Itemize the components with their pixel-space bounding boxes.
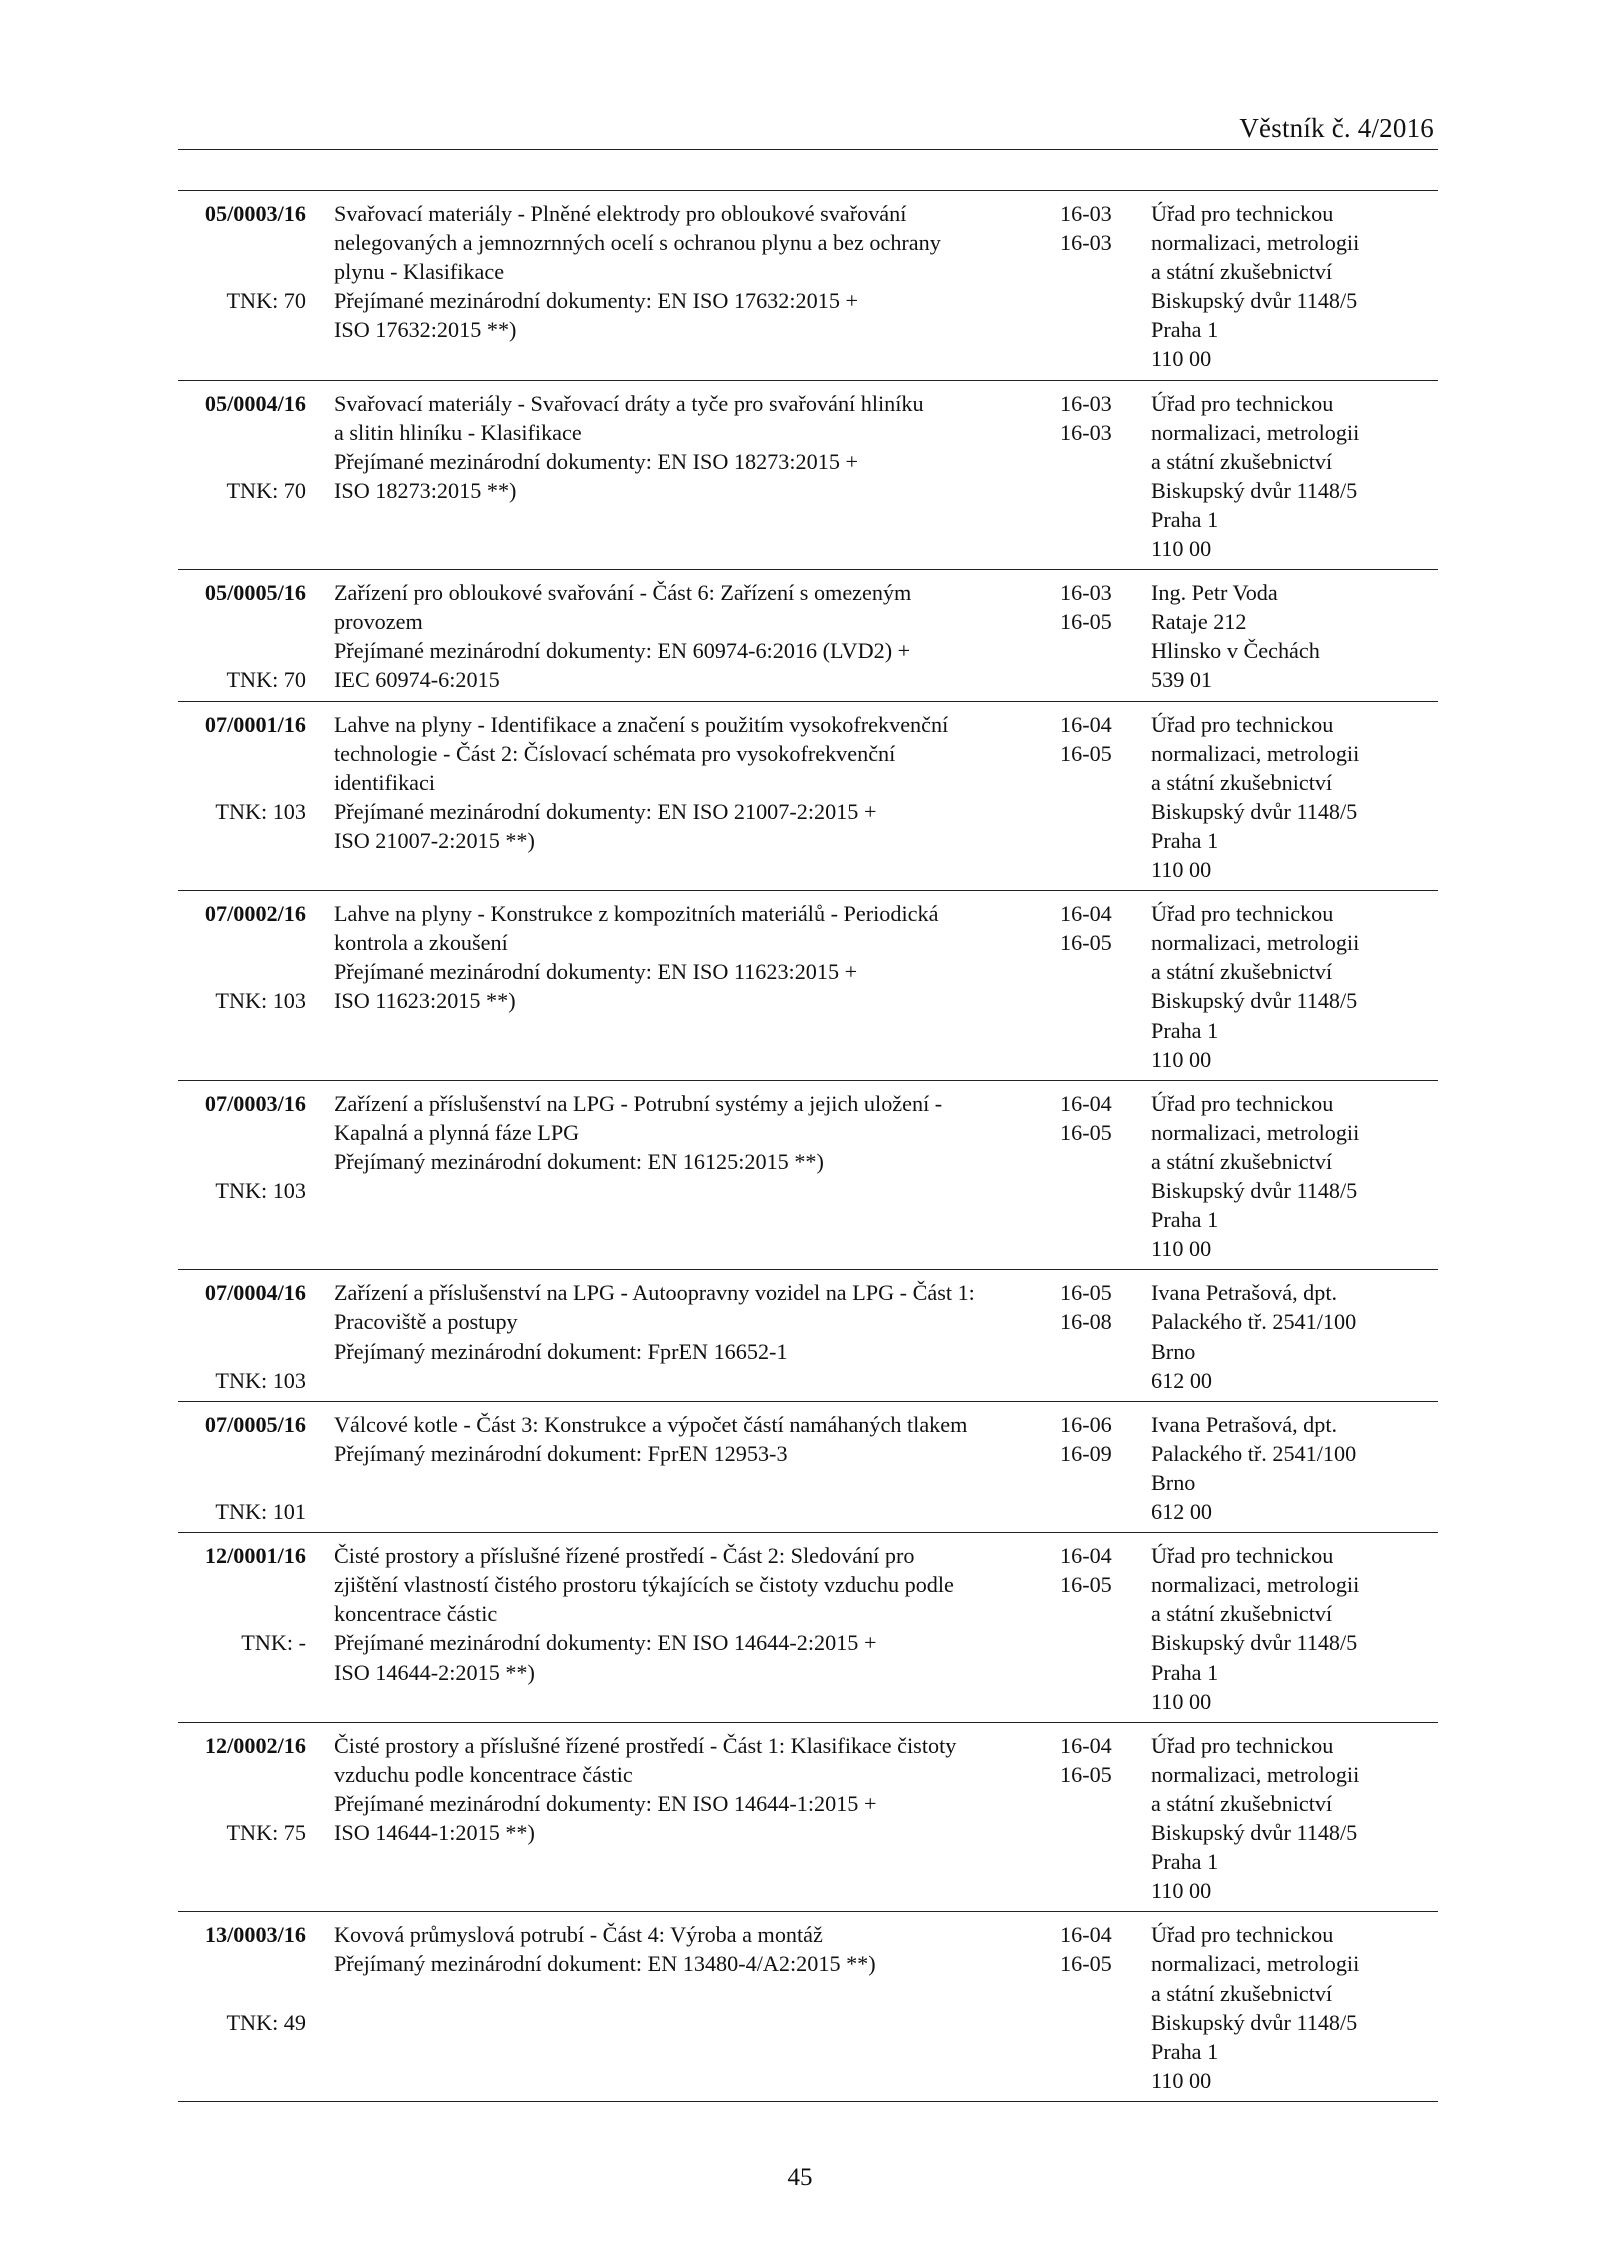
entry-id-cell — [178, 1731, 306, 1760]
entry-id-cell — [178, 1410, 306, 1439]
entry-code: 07/0001/16 — [204, 711, 306, 737]
entry-dates-line: 16-03 — [1060, 390, 1112, 416]
entry-tnk: TNK: 103 — [215, 1367, 306, 1393]
entry-dates-line: 16-06 — [1060, 1411, 1112, 1437]
table-row — [178, 570, 1438, 701]
entry-dates-line: 16-05 — [1060, 1280, 1112, 1306]
entry-id-cell — [178, 899, 306, 928]
entry-dates-line: 16-05 — [1060, 1761, 1112, 1787]
entry-address-line: Biskupský dvůr 1148/5 — [1151, 477, 1358, 503]
entry-address-line: Biskupský dvůr 1148/5 — [1151, 798, 1358, 824]
entry-address-line: Biskupský dvůr 1148/5 — [1151, 1630, 1358, 1656]
entry-id-cell — [178, 1278, 306, 1307]
entry-description-line: provozem — [334, 609, 423, 635]
entry-tnk: TNK: 103 — [215, 1178, 306, 1204]
entry-address-line: a státní zkušebnictví — [1151, 959, 1333, 985]
entry-address-line: Úřad pro technickou — [1151, 711, 1334, 737]
entry-description-line: Přejímané mezinárodní dokumenty: EN ISO 18273:2015 + — [334, 448, 858, 474]
entry-address-line: Ivana Petrašová, dpt. — [1151, 1280, 1338, 1306]
entry-tnk: TNK: 103 — [215, 798, 306, 824]
entry-address-line: Biskupský dvůr 1148/5 — [1151, 288, 1358, 314]
entry-description-line: ISO 14644-2:2015 **) — [334, 1659, 535, 1685]
entry-id-cell — [178, 1541, 306, 1570]
entry-address-line: a státní zkušebnictví — [1151, 1148, 1333, 1174]
entry-code: 05/0003/16 — [204, 201, 306, 226]
entry-dates — [1060, 899, 1140, 957]
table-row — [178, 702, 1438, 892]
entry-address — [1151, 578, 1431, 694]
entry-description-line: ISO 17632:2015 **) — [334, 317, 517, 343]
entry-dates-line: 16-04 — [1060, 1543, 1112, 1569]
entry-address — [1151, 1541, 1431, 1716]
entry-code: 07/0003/16 — [204, 1090, 306, 1116]
entry-address-line: Rataje 212 — [1151, 609, 1247, 635]
entry-address-line: Hlinsko v Čechách — [1151, 638, 1320, 664]
entry-dates — [1060, 1410, 1140, 1468]
entry-description-line: kontrola a zkoušení — [334, 930, 508, 956]
entry-address-line: Praha 1 — [1151, 1017, 1219, 1043]
entry-dates-line: 16-04 — [1060, 1922, 1112, 1948]
table-row — [178, 1270, 1438, 1401]
entry-description-line: Zařízení a příslušenství na LPG - Potrubní systémy a jejich uložení - — [334, 1090, 943, 1116]
entry-description-line: plynu - Klasifikace — [334, 259, 505, 285]
entry-dates — [1060, 389, 1140, 447]
entry-description-line: Přejímaný mezinárodní dokument: FprEN 12953-3 — [334, 1440, 788, 1466]
entry-description-line: IEC 60974-6:2015 — [334, 667, 500, 693]
entry-address-line: Praha 1 — [1151, 317, 1219, 343]
entry-id-cell — [178, 389, 306, 418]
entry-description-line: zjištění vlastností čistého prostoru týkajících se čistoty vzduchu podle — [334, 1572, 954, 1598]
entry-dates-line: 16-05 — [1060, 1119, 1112, 1145]
entry-address-line: a státní zkušebnictví — [1151, 1601, 1333, 1627]
entry-address-line: a státní zkušebnictví — [1151, 1790, 1333, 1816]
entry-address-line: 110 00 — [1151, 857, 1212, 883]
entry-address-line: normalizaci, metrologii — [1151, 419, 1360, 445]
entry-description-line: Kovová průmyslová potrubí - Část 4: Výroba a montáž — [334, 1922, 823, 1948]
entry-dates-line: 16-05 — [1060, 1572, 1112, 1598]
entry-description — [334, 199, 1054, 344]
entry-description-line: Čisté prostory a příslušné řízené prostředí - Část 1: Klasifikace čistoty — [334, 1732, 957, 1758]
entry-address-line: Palackého tř. 2541/100 — [1151, 1309, 1357, 1335]
entry-address-line: Úřad pro technickou — [1151, 1090, 1334, 1116]
entry-address-line: Praha 1 — [1151, 827, 1219, 853]
entry-address-line: Praha 1 — [1151, 1207, 1219, 1233]
entry-code: 07/0004/16 — [204, 1280, 306, 1306]
entry-dates — [1060, 1541, 1140, 1599]
entry-description-line: nelegovaných a jemnozrnných ocelí s ochranou plynu a bez ochrany — [334, 230, 941, 256]
entry-description-line: ISO 18273:2015 **) — [334, 477, 517, 503]
entry-description-line: Kapalná a plynná fáze LPG — [334, 1119, 580, 1145]
entry-address — [1151, 1410, 1431, 1526]
entry-description-line: Přejímané mezinárodní dokumenty: EN ISO 21007-2:2015 + — [334, 798, 877, 824]
entry-address-line: 110 00 — [1151, 1878, 1212, 1904]
table-row — [178, 1402, 1438, 1533]
entry-address-line: Úřad pro technickou — [1151, 901, 1334, 927]
entry-address-line: Úřad pro technickou — [1151, 1732, 1334, 1758]
entry-description — [334, 389, 1054, 505]
entry-dates — [1060, 1089, 1140, 1147]
entry-description — [334, 1410, 1054, 1468]
entry-address — [1151, 389, 1431, 564]
entry-description-line: Přejímaný mezinárodní dokument: EN 16125:2015 **) — [334, 1148, 824, 1174]
entry-address-line: 612 00 — [1151, 1499, 1213, 1525]
table-row — [178, 891, 1438, 1081]
entry-description-line: Svařovací materiály - Plněné elektrody pro obloukové svařování — [334, 201, 907, 226]
entry-address-line: Biskupský dvůr 1148/5 — [1151, 2009, 1358, 2035]
entry-dates-line: 16-05 — [1060, 930, 1112, 956]
entry-address-line: Ing. Petr Voda — [1151, 580, 1278, 606]
entry-description-line: technologie - Část 2: Číslovací schémata pro vysokofrekvenční — [334, 740, 896, 766]
entry-address-line: Palackého tř. 2541/100 — [1151, 1440, 1357, 1466]
table-row — [178, 1533, 1438, 1723]
entry-description-line: Přejímané mezinárodní dokumenty: EN ISO 11623:2015 + — [334, 959, 858, 985]
entry-address — [1151, 899, 1431, 1074]
entry-description-line: Přejímané mezinárodní dokumenty: EN ISO 14644-1:2015 + — [334, 1790, 877, 1816]
entry-dates-line: 16-08 — [1060, 1309, 1112, 1335]
entry-id-cell — [178, 710, 306, 739]
entry-description-line: koncentrace částic — [334, 1601, 498, 1627]
entry-description — [334, 899, 1054, 1015]
entry-description-line: Lahve na plyny - Konstrukce z kompozitních materiálů - Periodická — [334, 901, 939, 927]
entry-description — [334, 1089, 1054, 1176]
entry-dates-line: 16-04 — [1060, 1090, 1112, 1116]
entry-description — [334, 578, 1054, 694]
entry-address-line: normalizaci, metrologii — [1151, 1951, 1360, 1977]
entry-description-line: Válcové kotle - Část 3: Konstrukce a výpočet částí namáhaných tlakem — [334, 1411, 968, 1437]
entry-address-line: normalizaci, metrologii — [1151, 230, 1360, 256]
entry-dates-line: 16-03 — [1060, 419, 1112, 445]
entry-address-line: Praha 1 — [1151, 2038, 1219, 2064]
entry-code: 07/0002/16 — [204, 901, 306, 927]
entry-tnk: TNK: 70 — [226, 288, 306, 314]
entry-address-line: normalizaci, metrologii — [1151, 1572, 1360, 1598]
entry-address-line: Úřad pro technickou — [1151, 201, 1334, 226]
entry-address-line: Praha 1 — [1151, 506, 1219, 532]
entry-code: 05/0005/16 — [204, 580, 306, 606]
entry-description-line: Přejímané mezinárodní dokumenty: EN 60974-6:2016 (LVD2) + — [334, 638, 911, 664]
entry-address-line: Biskupský dvůr 1148/5 — [1151, 988, 1358, 1014]
entry-address-line: 612 00 — [1151, 1367, 1213, 1393]
entry-address-line: a státní zkušebnictví — [1151, 259, 1333, 285]
entry-id-cell — [178, 578, 306, 607]
entry-address — [1151, 710, 1431, 885]
entry-id-cell — [178, 1089, 306, 1118]
entry-address — [1151, 1920, 1431, 2095]
entry-description-line: Pracoviště a postupy — [334, 1309, 518, 1335]
table-row — [178, 1912, 1438, 2102]
entry-address-line: 110 00 — [1151, 1688, 1212, 1714]
entry-description-line: ISO 21007-2:2015 **) — [334, 827, 535, 853]
entry-address-line: Brno — [1151, 1338, 1196, 1364]
entry-address-line: a státní zkušebnictví — [1151, 1980, 1333, 2006]
entry-description-line: Lahve na plyny - Identifikace a značení s použitím vysokofrekvenční — [334, 711, 949, 737]
entry-address-line: 110 00 — [1151, 1236, 1212, 1262]
entry-address — [1151, 1278, 1431, 1394]
entry-description-line: Zařízení a příslušenství na LPG - Autoopravny vozidel na LPG - Část 1: — [334, 1280, 975, 1306]
table-row — [178, 1723, 1438, 1913]
entry-address-line: a státní zkušebnictví — [1151, 769, 1333, 795]
entry-description-line: Přejímaný mezinárodní dokument: EN 13480-4/A2:2015 **) — [334, 1951, 876, 1977]
entry-address-line: Brno — [1151, 1469, 1196, 1495]
entry-address-line: normalizaci, metrologii — [1151, 1761, 1360, 1787]
entry-description-line: Přejímané mezinárodní dokumenty: EN ISO 17632:2015 + — [334, 288, 858, 314]
entry-tnk: TNK: 70 — [226, 477, 306, 503]
entry-id-cell — [178, 199, 306, 228]
entry-address-line: Úřad pro technickou — [1151, 1543, 1334, 1569]
entry-address-line: Biskupský dvůr 1148/5 — [1151, 1178, 1358, 1204]
table-row — [178, 381, 1438, 571]
entry-address-line: normalizaci, metrologii — [1151, 740, 1360, 766]
entry-dates-line: 16-04 — [1060, 901, 1112, 927]
entry-address-line: a státní zkušebnictví — [1151, 448, 1333, 474]
entry-dates-line: 16-05 — [1060, 740, 1112, 766]
entry-tnk: TNK: - — [241, 1630, 306, 1656]
entry-dates-line: 16-05 — [1060, 1951, 1112, 1977]
entry-address-line: Ivana Petrašová, dpt. — [1151, 1411, 1338, 1437]
entry-dates-line: 16-05 — [1060, 609, 1112, 635]
entry-description — [334, 1920, 1054, 1978]
entry-dates — [1060, 199, 1140, 257]
entry-address-line: Praha 1 — [1151, 1659, 1219, 1685]
entry-description-line: vzduchu podle koncentrace částic — [334, 1761, 633, 1787]
entry-id-cell — [178, 1920, 306, 1949]
table-row — [178, 1081, 1438, 1271]
entry-dates-line: 16-09 — [1060, 1440, 1112, 1466]
entry-dates-line: 16-04 — [1060, 711, 1112, 737]
entry-description — [334, 1731, 1054, 1847]
page-header — [178, 113, 1438, 150]
entry-dates — [1060, 1278, 1140, 1336]
entry-dates-line: 16-03 — [1060, 201, 1112, 226]
entry-description-line: Přejímaný mezinárodní dokument: FprEN 16652-1 — [334, 1338, 788, 1364]
standards-table — [178, 190, 1438, 2102]
entry-dates-line: 16-03 — [1060, 230, 1112, 256]
entry-description-line: Přejímané mezinárodní dokumenty: EN ISO 14644-2:2015 + — [334, 1630, 877, 1656]
entry-code: 12/0001/16 — [204, 1543, 306, 1569]
entry-description-line: ISO 11623:2015 **) — [334, 988, 516, 1014]
entry-code: 13/0003/16 — [204, 1922, 306, 1948]
entry-address-line: normalizaci, metrologii — [1151, 1119, 1360, 1145]
entry-dates-line: 16-03 — [1060, 580, 1112, 606]
entry-dates — [1060, 578, 1140, 636]
entry-description — [334, 710, 1054, 855]
entry-description-line: Čisté prostory a příslušné řízené prostředí - Část 2: Sledování pro — [334, 1543, 915, 1569]
entry-address — [1151, 199, 1431, 374]
entry-dates — [1060, 1731, 1140, 1789]
entry-address-line: 539 01 — [1151, 667, 1213, 693]
entry-address-line: Úřad pro technickou — [1151, 390, 1334, 416]
entry-address-line: Úřad pro technickou — [1151, 1922, 1334, 1948]
entry-address — [1151, 1731, 1431, 1906]
entry-description-line: Zařízení pro obloukové svařování - Část 6: Zařízení s omezeným — [334, 580, 912, 606]
entry-address-line: 110 00 — [1151, 1046, 1212, 1072]
entry-address-line: 110 00 — [1151, 536, 1212, 562]
entry-description-line: ISO 14644-1:2015 **) — [334, 1820, 535, 1846]
entry-address-line: 110 00 — [1151, 346, 1212, 372]
entry-description-line: identifikaci — [334, 769, 436, 795]
entry-tnk: TNK: 75 — [226, 1820, 306, 1846]
entry-tnk: TNK: 49 — [226, 2009, 306, 2035]
entry-tnk: TNK: 103 — [215, 988, 306, 1014]
entry-description — [334, 1278, 1054, 1365]
journal-title: Věstník č. 4/2016 — [1239, 113, 1434, 143]
table-row — [178, 191, 1438, 381]
entry-dates — [1060, 710, 1140, 768]
entry-description-line: a slitin hliníku - Klasifikace — [334, 419, 582, 445]
entry-tnk: TNK: 101 — [215, 1499, 306, 1525]
entry-tnk: TNK: 70 — [226, 667, 306, 693]
entry-code: 05/0004/16 — [204, 390, 306, 416]
entry-address-line: Biskupský dvůr 1148/5 — [1151, 1820, 1358, 1846]
entry-address-line: normalizaci, metrologii — [1151, 930, 1360, 956]
entry-address — [1151, 1089, 1431, 1264]
entry-code: 07/0005/16 — [204, 1411, 306, 1437]
entry-address-line: 110 00 — [1151, 2067, 1212, 2093]
page-number: 45 — [787, 2164, 813, 2191]
entry-code: 12/0002/16 — [204, 1732, 306, 1758]
entry-dates — [1060, 1920, 1140, 1978]
entry-description-line: Svařovací materiály - Svařovací dráty a tyče pro svařování hliníku — [334, 390, 924, 416]
entry-description — [334, 1541, 1054, 1686]
entry-dates-line: 16-04 — [1060, 1732, 1112, 1758]
entry-address-line: Praha 1 — [1151, 1849, 1219, 1875]
